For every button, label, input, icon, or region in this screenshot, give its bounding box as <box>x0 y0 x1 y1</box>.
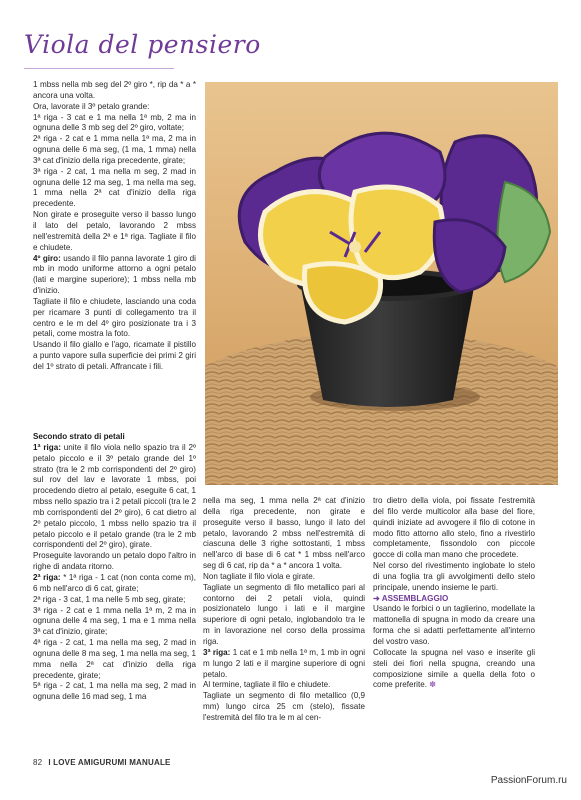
paragraph: 3ª riga - 2 cat e 1 mma nella 1ª m, 2 ma in ognuna delle 4 ma seg, 1 ma e 1 mma nella 3ª cat d'inizio, girate; <box>33 605 196 637</box>
page-title: Viola del pensiero <box>24 30 261 59</box>
column-2 <box>203 496 365 724</box>
paragraph: Usando il filo giallo e l'ago, ricamate il pistillo a punto vapore sulla superficie dei primi 2 giri del 1º strato di petali. Affrancate i fili. <box>33 340 196 371</box>
round-text: usando il filo panna lavorate 1 giro di mb in modo uniforme attorno a ogni petalo (lati e margine superiore); 1 mbss nella mb d'inizio. <box>33 253 196 296</box>
paragraph: Non tagliate il filo viola e girate. <box>203 571 316 581</box>
paragraph <box>33 573 196 595</box>
paragraph: 2ª riga - 3 cat, 1 ma nelle 5 mb seg, girate; <box>33 594 186 604</box>
magazine-name: I LOVE AMIGURUMI MANUALE <box>48 758 171 767</box>
paragraph: Usando le forbici o un taglierino, modellate la mattonella di spugna in modo da creare una forma che si adatti perfettamente all'interno del vostro vaso. <box>373 604 535 646</box>
paragraph: nella ma seg, 1 mma nella 2ª cat d'inizio della riga precedente, non girate e proseguite verso il basso, lungo il lato del petalo, lavorando 2 mbss nell'estremità di ciascuna delle 3 righe sottostanti, 1 mbss nell'arco di base di 6 cat * 1 mbss nell'arco seg di 6 cat, rip da * a * ancora 1 volta. <box>203 496 365 571</box>
paragraph: Al termine, tagliate il filo e chiudete. <box>203 680 331 690</box>
column-1 <box>33 80 196 373</box>
column-3 <box>373 496 535 691</box>
row-text: 1 cat e 1 mb nella 1ª m, 1 mb in ogni m lungo 2 lati e il margine superiore di ogni petalo. <box>203 647 365 679</box>
paragraph <box>373 648 535 691</box>
row-text: * 1ª riga - 1 cat (non conta come m), 6 mb nell'arco di 6 cat, girate; <box>33 572 196 593</box>
paragraph: Non girate e proseguite verso il basso lungo il lato del petalo, lavorando 2 mbss nell'estremità della 2ª e 1ª riga. Tagliate il filo e chiudete. <box>33 210 196 252</box>
row-label: 1ª riga: <box>33 442 61 452</box>
closing-text: Collocate la spugna nel vaso e inserite gli steli dei fiori nella spugna, creando una composizione simile a quella della foto o come preferite. <box>373 647 535 690</box>
paragraph: Ora, lavorate il 3º petalo grande: <box>33 101 150 111</box>
paragraph: 3ª riga - 2 cat, 1 ma nella m seg, 2 mad in ognuna delle 12 ma seg, 1 ma nella ma seg, 1 mma nella 2ª cat d'inizio della riga precedente. <box>33 166 196 209</box>
paragraph: Tagliate un segmento di filo metallico (0,9 mm) lungo circa 25 cm (stelo), fissate l'estremità del filo tra le m al cen- <box>203 691 365 722</box>
row-label: 2ª riga: <box>33 572 61 582</box>
arrow-icon: ➜ <box>373 593 382 603</box>
assembly-title: ASSEMBLAGGIO <box>381 593 449 603</box>
paragraph: 5ª riga - 2 cat, 1 ma nella ma seg, 2 mad in ognuna delle 16 mad seg, 1 ma <box>33 681 196 702</box>
paragraph: Tagliate il filo e chiudete, lasciando una coda per ricamare 3 punti di collegamento tra il centro e le m del 4º giro posizionate tra i 3 petali, come mostra la foto. <box>33 296 196 339</box>
paragraph: 2ª riga - 2 cat e 1 mma nella 1ª ma, 2 ma in ognuna delle 6 ma seg, (1 ma, 1 mma) nella 3ª cat d'inizio della riga precedente, girate; <box>33 134 196 165</box>
paragraph <box>203 648 365 681</box>
section-subtitle: Secondo strato di petali <box>33 432 125 441</box>
paragraph: Proseguite lavorando un petalo dopo l'altro in righe di andata ritorno. <box>33 551 196 572</box>
paragraph: 1 mbss nella mb seg del 2º giro *, rip da * a * ancora una volta. <box>33 80 196 100</box>
paragraph: 4ª riga - 2 cat, 1 ma nella ma seg, 2 mad in ognuna delle 8 ma seg, 1 ma nella ma seg, 1 mma nella 2ª cat d'inizio della riga precedente, girate; <box>33 638 196 680</box>
title-underline <box>24 68 174 69</box>
page-number: 82 <box>33 758 43 767</box>
column-1-lower <box>33 432 196 703</box>
watermark: PassionForum.ru <box>490 775 567 786</box>
paragraph: tro dietro della viola, poi fissate l'estremità del filo verde multicolor alla base del fiore, quindi iniziate ad avvogere il filo di cotone in modo fitto attorno allo stelo, fino a rivestirlo completamente, fissondolo con piccole gocce di colla man mano che procedete. <box>373 496 535 560</box>
row-text: unite il filo viola nello spazio tra il 2º petalo piccolo e il 3º petalo grande del 1º strato (tra le 2 mb corrispondenti del 2º giro) sul rov del lav e lavorate 1 mbss, poi procedendo dietro al petalo, eseguite 6 cat, 1 mbss nello spazio tra i 2 petali piccoli (tra le 2 mb corrispondenti del 2º giro), 6 cat dietro al 2º petalo piccolo, 1 mbss nello spazio tra il petalo piccolo e il petalo grande (tra le 2 mb corrispondenti del 2º giro), girate. <box>33 442 196 550</box>
paragraph <box>33 254 196 297</box>
paragraph <box>33 443 196 551</box>
assembly-heading <box>373 594 535 605</box>
paragraph: Nel corso del rivestimento inglobate lo stelo di una foglia tra gli avvolgimenti dello stelo principale, unendo insieme le parti. <box>373 561 535 592</box>
paragraph: Tagliate un segmento di filo metallico pari al contorno dei 2 petali viola, quindi posizionatelo lungo i lati e il margine superiore di ogni petalo, inglobandolo tra le m in lavorazione nel corso della prossima riga. <box>203 582 365 646</box>
end-flower-icon: ✽ <box>429 680 437 690</box>
row-label: 3ª riga: <box>203 647 231 657</box>
flower-pot-photo <box>205 82 558 485</box>
page-footer <box>33 758 171 767</box>
round-label: 4º giro: <box>33 253 61 263</box>
paragraph: 1ª riga - 3 cat e 1 ma nella 1ª mb, 2 ma in ognuna delle 3 mb seg del 2º giro, voltate; <box>33 112 196 133</box>
